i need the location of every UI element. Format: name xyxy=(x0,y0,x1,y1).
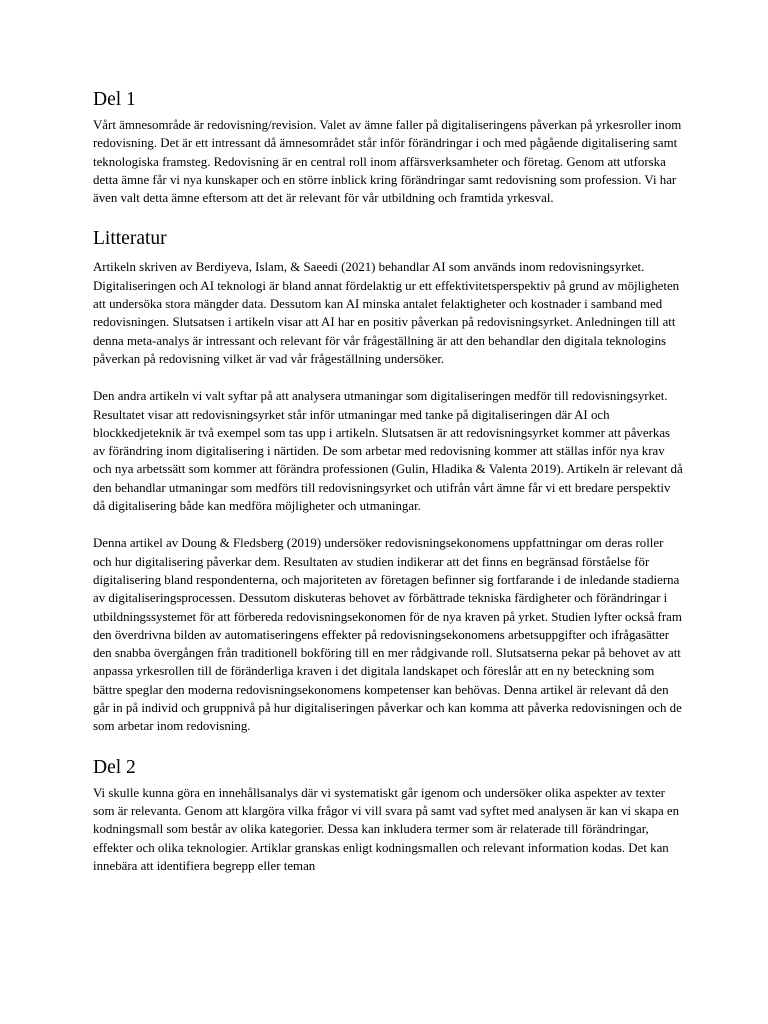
paragraph-litteratur-1: Artikeln skriven av Berdiyeva, Islam, & Saeedi (2021) behandlar AI som används inom redovisningsyrket. Digitaliseringen och AI teknologi är bland annat fördelaktig ur ett effektivitetsperspektiv på grund av möjligheten att undersöka stora mängder data. Dessutom kan AI minska antalet felaktigheter och kostnader i samband med redovisningen. Slutsatsen i artikeln visar att AI har en positiv påverkan på redovisningsyrket. Anledningen till att denna meta-analys är intressant och relevant för vår frågeställning är att den behandlar den digitala teknologins påverkan på redovisning vilket är vad vår frågeställning undersöker. xyxy=(93,260,680,366)
spacer xyxy=(93,736,683,756)
paragraph-litteratur-2: Den andra artikeln vi valt syftar på att analysera utmaningar som digitaliseringen medför till redovisningsyrket. Resultatet visar att redovisningsyrket står inför utmaningar med tanke på digitaliseringen där AI och blockkedjeteknik är två exempel som tas upp i artikeln. Slutsatsen är att redovisningsyrket kommer att påverkas av förändring inom digitalisering i närtiden. De som arbetar med redovisning kommer att ställas inför nya krav och nya arbetssätt som kommer att förändra professionen (Gulin, Hladika & Valenta 2019). Artikeln är relevant då den behandlar utmaningar som medförs till redovisningsyrket och utifrån vårt ämne får vi ett bredare perspektiv då digitalisering både kan medföra möjligheter och utmaningar. xyxy=(93,389,683,514)
spacer xyxy=(93,207,683,227)
section-heading-litteratur: Litteratur xyxy=(93,228,167,250)
paragraph-del-1-intro: Vårt ämnesområde är redovisning/revision. Valet av ämne faller på digitaliseringens påverkan på yrkesroller inom redovisning. Det är ett intressant då ämnesområdet står inför förändringar i och med pågående digitalisering samt teknologiska framsteg. Redovisning är en central roll inom affärsverksamheter och företag. Genom att utforska detta ämne får vi nya kunskaper och en större inblick kring förändringar samt redovisning som profession. Vi har även valt detta ämne eftersom att det är relevant för vår utbildning och framtida yrkesval. xyxy=(93,118,682,206)
paragraph-del-2-intro: Vi skulle kunna göra en innehållsanalys där vi systematiskt går igenom och undersöker olika aspekter av texter som är relevanta. Genom att klargöra vilka frågor vi vill svara på samt vad syftet med analysen är kan vi skapa en kodningsmall som består av olika kategorier. Dessa kan inkludera termer som är relaterade till förändringar, effekter och olika teknologier. Artiklar granskas enligt kodningsmallen och relevant information kodas. Det kan innebära att identifiera begrepp eller teman xyxy=(93,785,680,873)
section-heading-del-1: Del 1 xyxy=(93,89,136,110)
paragraph-litteratur-3: Denna artikel av Doung & Fledsberg (2019) undersöker redovisningsekonomens uppfattningar om deras roller och hur digitalisering påverkar dem. Resultaten av studien indikerar att det finns en begränsad förståelse för digitalisering bland respondenterna, och majoriteten av företagen befinner sig fortfarande i de inledande stadierna av digitaliseringsprocessen. Dessutom diskuteras behovet av förbättrade tekniska färdigheter och förändringar i utbildningssystemet för att förbereda redovisningsekonomen för de nya kraven på yrket. Studien lyfter också fram den överdrivna bilden av automatiseringens effekter på redovisningsekonomens arbetsuppgifter och ifrågasätter den snabba övergången från traditionell bokföring till en mer rådgivande roll. Slutsatserna pekar på behovet av att anpassa yrkesrollen till de föränderliga kraven i det digitala landskapet och föreslår att en ny beteckning som bättre speglar den moderna redovisningsekonomens kompetenser kan behövas. Denna artikel är relevant då den går in på individ och gruppnivå på hur digitaliseringen påverkar och kan komma att påverka redovisningen och de som arbetar inom redovisning. xyxy=(93,536,682,734)
spacer xyxy=(93,368,683,387)
section-heading-del-2: Del 2 xyxy=(93,756,136,778)
document-body xyxy=(93,88,683,875)
spacer xyxy=(93,515,683,534)
